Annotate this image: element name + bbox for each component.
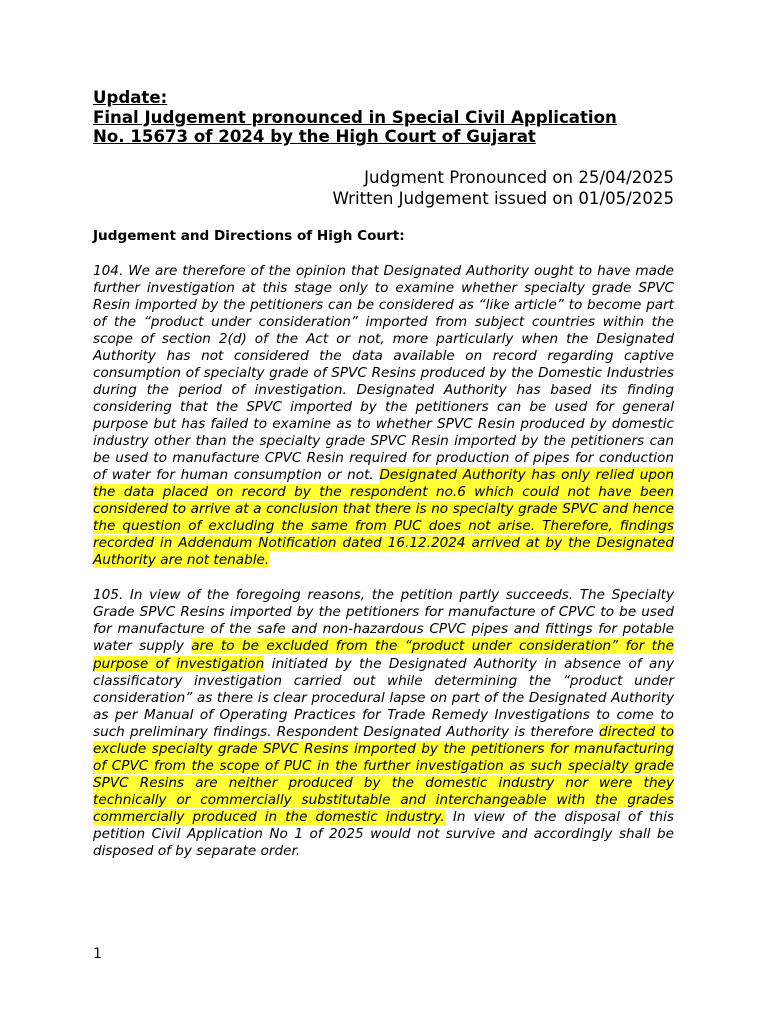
section-heading: Judgement and Directions of High Court: <box>93 227 405 244</box>
title-line-2: No. 15673 of 2024 by the High Court of Gujarat <box>93 127 536 146</box>
page-number: 1 <box>93 946 102 962</box>
written-date: Written Judgement issued on 01/05/2025 <box>332 188 674 208</box>
pronounced-date: Judgment Pronounced on 25/04/2025 <box>364 167 674 187</box>
para105-text-2: initiated by the Designated Authority in absence of any classificatory investigation carried out while determining the “product under consideration” as there is clear procedural lapse on part of the Designated Authority as per Manual of Operating Practices for Trade Remedy Investigations to come to such preliminary findings. Respondent Designated Authority is therefore <box>93 655 674 740</box>
paragraph-104 <box>93 263 674 570</box>
title-line-1: Final Judgement pronounced in Special Civil Application <box>93 107 617 127</box>
para105-text-3: In view of the disposal of this petition Civil Application No 1 of 2025 would not survive and accordingly shall be disposed of by separate order. <box>93 808 674 860</box>
document-page <box>93 88 674 860</box>
para105-highlight-1: are to be excluded from the “product under consideration” for the purpose of investigation <box>93 638 674 672</box>
paragraph-105 <box>93 587 674 860</box>
para104-text: 104. We are therefore of the opinion that Designated Authority ought to have made further investigation at this stage only to examine whether specialty grade SPVC Resin imported by the petitioners can be considered as “like article” to become part of the “product under consideration” imported from subject countries within the scope of section 2(d) of the Act or not, more particularly when the Designated Authority has not considered the data available on record regarding captive consumption of specialty grade of SPVC Resins produced by the Domestic Industries during the period of investigation. Designated Authority has based its finding considering that the SPVC imported by the petitioners can be used for general purpose but has failed to examine as to whether SPVC Resin produced by domestic industry other than the specialty grade SPVC Resin imported by the petitioners can be used to manufacture CPVC Resin required for production of pipes for conduction of water for human consumption or not. <box>93 262 674 484</box>
para104-highlight: Designated Authority has only relied upon the data placed on record by the respondent no.6 which could not have been considered to arrive at a conclusion that there is no specialty grade SPVC and hence the question of excluding the same from PUC does not arise. Therefore, findings recorded in Addendum Notification dated 16.12.2024 arrived at by the Designated Authority are not tenable. <box>93 467 674 569</box>
update-label: Update: <box>93 88 168 107</box>
para105-text-1: 105. In view of the foregoing reasons, the petition partly succeeds. The Specialty Grade SPVC Resins imported by the petitioners for manufacture of CPVC to be used for manufacture of the safe and non-hazardous CPVC pipes and fittings for potable water supply <box>93 587 674 655</box>
para105-highlight-2: directed to exclude specialty grade SPVC Resins imported by the petitioners for manufacturing of CPVC from the scope of PUC in the further investigation as such specialty grade SPVC Resins are neither produced by the domestic industry nor were they technically or commercially substitutable and interchangeable with the grades commercially produced in the domestic industry. <box>93 723 675 825</box>
update-heading <box>93 88 674 147</box>
dates-block <box>93 167 674 209</box>
